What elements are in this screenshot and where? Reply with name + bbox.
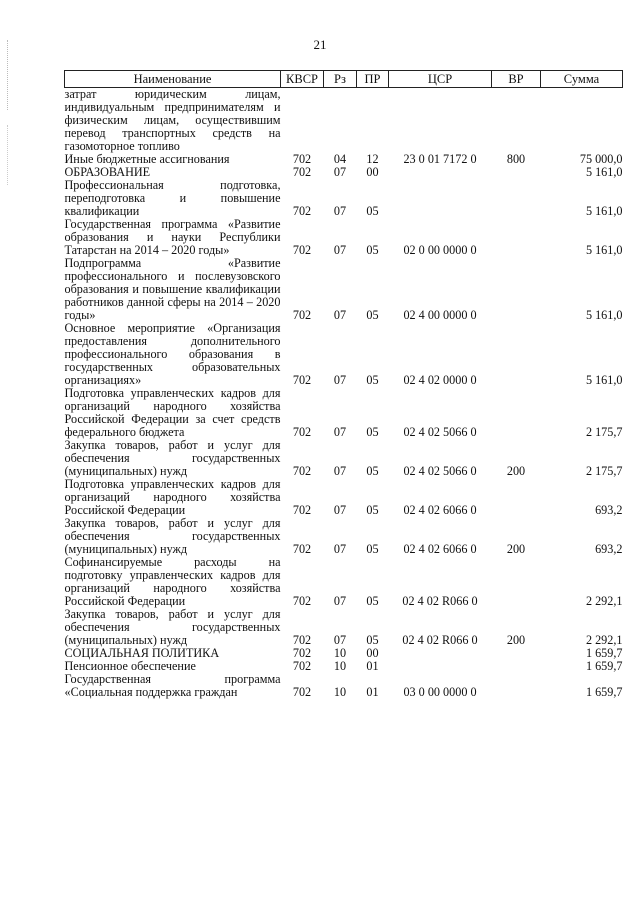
cell-sum: 2 292,1 xyxy=(585,633,623,647)
table-body xyxy=(65,88,623,700)
cell-name: Подготовка управленческих кадров для организаций народного хозяйства Российской Федерации xyxy=(64,477,281,517)
cell-rz: 07 xyxy=(333,464,347,478)
cell-sum: 5 161,0 xyxy=(585,165,623,179)
cell-rz: 07 xyxy=(333,204,347,218)
cell-kvsr: 702 xyxy=(292,685,312,699)
cell-pr: 05 xyxy=(366,373,379,387)
cell-name: Закупка товаров, работ и услуг для обеспечения государственных (муниципальных) нужд xyxy=(64,516,281,556)
scan-margin-mark xyxy=(7,125,10,185)
cell-kvsr: 702 xyxy=(292,464,312,478)
cell-vr xyxy=(492,218,541,257)
cell-vr xyxy=(492,478,541,517)
table-row xyxy=(65,556,623,608)
cell-pr: 05 xyxy=(366,243,379,257)
cell-csr: 02 4 02 0000 0 xyxy=(403,373,477,387)
header-csr: ЦСР xyxy=(389,71,492,88)
cell-csr: 02 4 02 5066 0 xyxy=(403,464,477,478)
table-row xyxy=(65,608,623,647)
cell-kvsr: 702 xyxy=(292,542,312,556)
scan-margin-mark xyxy=(7,40,10,110)
cell-sum: 5 161,0 xyxy=(585,308,623,322)
cell-pr: 05 xyxy=(366,425,379,439)
cell-name: Пенсионное обеспечение xyxy=(64,659,196,673)
cell-name: СОЦИАЛЬНАЯ ПОЛИТИКА xyxy=(64,646,220,660)
cell-pr: 05 xyxy=(366,503,379,517)
cell-vr xyxy=(492,556,541,608)
cell-rz: 10 xyxy=(333,685,347,699)
cell-sum: 1 659,7 xyxy=(585,685,623,699)
cell-kvsr: 702 xyxy=(292,165,312,179)
table-row xyxy=(65,218,623,257)
cell-kvsr: 702 xyxy=(292,204,312,218)
cell-pr: 05 xyxy=(366,308,379,322)
budget-table xyxy=(64,70,623,699)
header-name: Наименование xyxy=(65,71,281,88)
cell-pr: 00 xyxy=(366,165,379,179)
cell-pr: 05 xyxy=(366,542,379,556)
cell-kvsr: 702 xyxy=(292,503,312,517)
cell-rz xyxy=(324,88,357,154)
cell-sum: 693,2 xyxy=(595,542,623,556)
table-row xyxy=(65,88,623,154)
cell-vr xyxy=(492,647,541,660)
cell-name: Профессиональная подготовка, переподготовка и повышение квалификации xyxy=(64,178,281,218)
cell-kvsr xyxy=(281,88,324,154)
cell-csr xyxy=(389,660,492,673)
cell-name: затрат юридическим лицам, индивидуальным предпринимателям и физическим лицам, осуществившим перевод транспортных средств на газомоторное топливо xyxy=(64,87,281,153)
cell-kvsr: 702 xyxy=(292,308,312,322)
cell-name: Софинансируемые расходы на подготовку управленческих кадров для организаций народного хозяйства Российской Федерации xyxy=(64,555,281,608)
cell-rz: 07 xyxy=(333,308,347,322)
table-row xyxy=(65,257,623,322)
table-row xyxy=(65,387,623,439)
cell-vr: 200 xyxy=(506,542,526,556)
cell-sum: 1 659,7 xyxy=(585,646,623,660)
cell-rz: 07 xyxy=(333,542,347,556)
cell-vr xyxy=(492,88,541,154)
cell-vr xyxy=(492,660,541,673)
table-row xyxy=(65,673,623,699)
cell-rz: 07 xyxy=(333,373,347,387)
cell-kvsr: 702 xyxy=(292,152,312,166)
cell-csr: 23 0 01 7172 0 xyxy=(403,152,477,166)
cell-sum: 5 161,0 xyxy=(585,243,623,257)
cell-sum: 2 175,7 xyxy=(585,425,623,439)
cell-kvsr: 702 xyxy=(292,633,312,647)
header-kvsr: КВСР xyxy=(281,71,324,88)
cell-csr: 02 4 02 R066 0 xyxy=(402,594,478,608)
cell-sum: 2 175,7 xyxy=(585,464,623,478)
cell-csr: 02 4 00 0000 0 xyxy=(403,308,477,322)
cell-name: ОБРАЗОВАНИЕ xyxy=(64,165,151,179)
table-row xyxy=(65,478,623,517)
header-vr: ВР xyxy=(492,71,541,88)
cell-name: Подготовка управленческих кадров для организаций народного хозяйства Российской Федерации за счет средств федерального бюджета xyxy=(64,386,281,439)
cell-pr: 12 xyxy=(366,152,379,166)
cell-name: Государственная программа «Развитие образования и науки Республики Татарстан на 2014 – 2020 годы» xyxy=(64,217,281,257)
cell-sum: 5 161,0 xyxy=(585,373,623,387)
cell-rz: 10 xyxy=(333,659,347,673)
cell-vr xyxy=(492,166,541,179)
cell-vr: 200 xyxy=(506,464,526,478)
cell-rz: 07 xyxy=(333,633,347,647)
cell-sum: 5 161,0 xyxy=(585,204,623,218)
cell-kvsr: 702 xyxy=(292,594,312,608)
cell-sum: 693,2 xyxy=(595,503,623,517)
cell-name: Государственная программа «Социальная поддержка граждан xyxy=(64,672,281,699)
cell-csr: 02 4 02 6066 0 xyxy=(403,503,477,517)
cell-vr xyxy=(492,673,541,699)
cell-csr: 02 0 00 0000 0 xyxy=(403,243,477,257)
cell-csr xyxy=(389,166,492,179)
cell-csr xyxy=(389,88,492,154)
cell-csr: 02 4 02 R066 0 xyxy=(402,633,478,647)
cell-sum: 1 659,7 xyxy=(585,659,623,673)
cell-vr xyxy=(492,179,541,218)
cell-sum xyxy=(541,88,623,154)
cell-csr: 03 0 00 0000 0 xyxy=(403,685,477,699)
cell-csr xyxy=(389,647,492,660)
cell-csr xyxy=(389,179,492,218)
cell-vr xyxy=(492,257,541,322)
cell-pr: 05 xyxy=(366,633,379,647)
cell-name: Подпрограмма «Развитие профессионального и послевузовского образования и повышение квалификации работников данной сферы на 2014 – 2020 годы» xyxy=(64,256,281,322)
cell-pr: 01 xyxy=(366,659,379,673)
cell-csr: 02 4 02 5066 0 xyxy=(403,425,477,439)
header-sum: Сумма xyxy=(541,71,623,88)
page-number: 21 xyxy=(313,37,327,52)
cell-pr: 00 xyxy=(366,646,379,660)
table-row xyxy=(65,322,623,387)
cell-sum: 2 292,1 xyxy=(585,594,623,608)
cell-kvsr: 702 xyxy=(292,373,312,387)
cell-pr: 05 xyxy=(366,204,379,218)
cell-rz: 07 xyxy=(333,165,347,179)
cell-vr: 800 xyxy=(506,152,526,166)
cell-pr: 05 xyxy=(366,594,379,608)
table-row xyxy=(65,439,623,478)
header-rz: Рз xyxy=(324,71,357,88)
cell-pr xyxy=(357,88,389,154)
cell-rz: 07 xyxy=(333,425,347,439)
cell-rz: 10 xyxy=(333,646,347,660)
cell-name: Закупка товаров, работ и услуг для обеспечения государственных (муниципальных) нужд xyxy=(64,438,281,478)
table-row xyxy=(65,517,623,556)
cell-kvsr: 702 xyxy=(292,646,312,660)
cell-name: Основное мероприятие «Организация предоставления дополнительного профессионального образования в государственных образовательных организациях» xyxy=(64,321,281,387)
cell-sum: 75 000,0 xyxy=(579,152,623,166)
table-header-row xyxy=(65,71,623,88)
cell-csr: 02 4 02 6066 0 xyxy=(403,542,477,556)
cell-pr: 05 xyxy=(366,464,379,478)
cell-pr: 01 xyxy=(366,685,379,699)
cell-vr xyxy=(492,387,541,439)
cell-vr: 200 xyxy=(506,633,526,647)
cell-rz: 07 xyxy=(333,243,347,257)
cell-kvsr: 702 xyxy=(292,659,312,673)
cell-vr xyxy=(492,322,541,387)
cell-name: Иные бюджетные ассигнования xyxy=(64,152,230,166)
table-row xyxy=(65,179,623,218)
header-pr: ПР xyxy=(357,71,389,88)
cell-name: Закупка товаров, работ и услуг для обеспечения государственных (муниципальных) нужд xyxy=(64,607,281,647)
cell-kvsr: 702 xyxy=(292,425,312,439)
cell-kvsr: 702 xyxy=(292,243,312,257)
cell-rz: 07 xyxy=(333,503,347,517)
cell-rz: 04 xyxy=(333,152,347,166)
cell-rz: 07 xyxy=(333,594,347,608)
